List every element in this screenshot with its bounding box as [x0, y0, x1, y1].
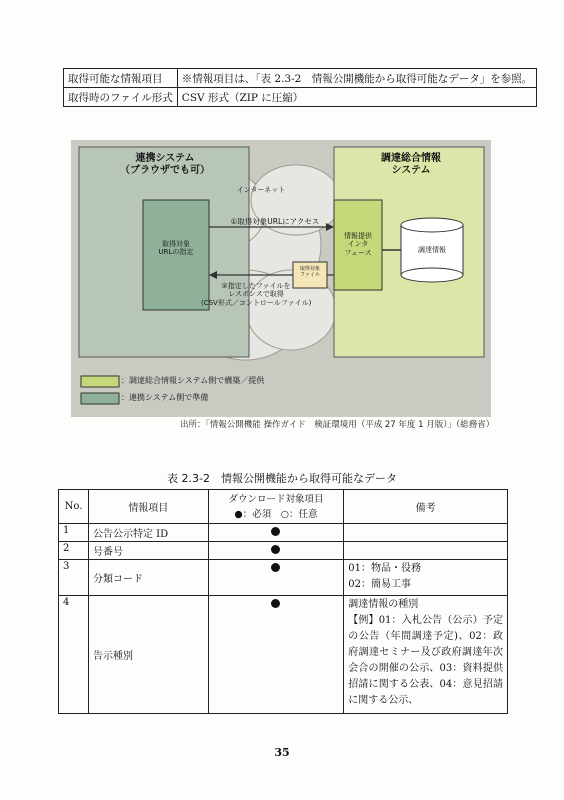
right-box-subtitle: システム — [391, 165, 431, 176]
row-item-label: 分類コード — [92, 574, 143, 585]
left-box-title: 連携システム — [135, 153, 195, 164]
header-item: 情報項目 — [88, 490, 208, 524]
arrow2-label-3: (CSV形式／コントロールファイル) — [201, 298, 312, 307]
required-mark — [208, 524, 344, 542]
row-no: 2 — [59, 542, 89, 560]
arrow1-label: ①取得対象URLにアクセス — [230, 217, 320, 226]
info-table — [63, 68, 537, 107]
row-note — [344, 524, 508, 542]
figure-caption: 出所：「情報公開機能 操作ガイド 検証環境用（平成 27 年度 1 月版）」（総務省） — [180, 420, 495, 430]
right-inner-label: 情報提供 — [344, 232, 372, 240]
header-download-legend: ●：必須 ○：任意 — [234, 508, 318, 520]
row-no: 1 — [59, 524, 89, 542]
row-item — [88, 596, 208, 714]
header-note: 備考 — [344, 490, 508, 524]
row-item — [88, 560, 208, 596]
page-number: 35 — [274, 746, 290, 759]
info-key: 取得時のファイル形式 — [64, 88, 178, 107]
table-row — [59, 560, 508, 596]
row-item-label: 告示種別 — [92, 651, 133, 662]
legend-item-2: ：連携システム側で準備 — [121, 393, 209, 402]
table-header-row — [59, 490, 508, 524]
table-row — [64, 69, 537, 88]
file-label: 取得対象 — [299, 266, 320, 272]
right-box-title: 調達総合情報 — [381, 153, 441, 164]
table-row — [59, 524, 508, 542]
arrow2-label-2: レスポンスで取得 — [228, 290, 284, 299]
required-dot-icon — [271, 527, 280, 536]
left-box-subtitle: （ブラウザでも可） — [120, 165, 210, 176]
row-item: 号番号 — [88, 542, 208, 560]
row-item: 公告公示特定 ID — [88, 524, 208, 542]
right-inner-label-2: インタ — [347, 240, 369, 249]
cloud-label: インターネット — [236, 186, 286, 194]
required-dot-icon — [271, 545, 280, 554]
note-line: 02：簡易工事 — [348, 579, 411, 590]
header-no: No. — [59, 490, 89, 524]
note-paragraph: 【例】01：入札公告（公示）予定の公告（年間調達予定)、02：政府調達セミナー及び政府調達年次会合の開催の公示、03：資料提供招請に関する公表、04：意見招請に関する公示、 — [348, 615, 503, 706]
database-label: 調達情報 — [418, 246, 446, 254]
file-label-2: ファイル — [300, 272, 320, 278]
info-value: ※情報項目は、「表 2.3-2 情報公開機能から取得可能なデータ」を参照。 — [177, 69, 537, 88]
table-row — [64, 88, 537, 107]
header-download — [208, 490, 344, 524]
note-line: 調達情報の種別 — [348, 599, 419, 610]
row-note — [344, 560, 508, 596]
system-diagram — [71, 140, 491, 417]
info-value: CSV 形式（ZIP に圧縮） — [177, 88, 537, 107]
row-note — [344, 596, 508, 714]
table-row — [59, 542, 508, 560]
left-inner-label: 取得対象 — [162, 240, 190, 248]
required-dot-icon — [271, 599, 280, 608]
required-mark — [208, 560, 344, 596]
legend-item-1: ：調達総合情報システム側で構築／提供 — [121, 376, 265, 385]
table-row — [59, 596, 508, 714]
required-mark — [208, 596, 344, 714]
left-inner-label-2: URLの指定 — [158, 248, 194, 257]
header-download-label: ダウンロード対象項目 — [228, 493, 324, 505]
table-title: 表 2.3-2 情報公開機能から取得可能なデータ — [167, 472, 397, 485]
required-mark — [208, 542, 344, 560]
info-key: 取得可能な情報項目 — [64, 69, 178, 88]
row-note — [344, 542, 508, 560]
note-line: 01：物品・役務 — [348, 563, 421, 574]
right-inner-label-3: フェース — [344, 248, 372, 257]
required-dot-icon — [271, 563, 280, 572]
arrow2-label: ②指定したファイルを — [221, 282, 291, 290]
data-table — [58, 489, 508, 714]
row-no: 4 — [59, 596, 89, 714]
row-no: 3 — [59, 560, 89, 596]
